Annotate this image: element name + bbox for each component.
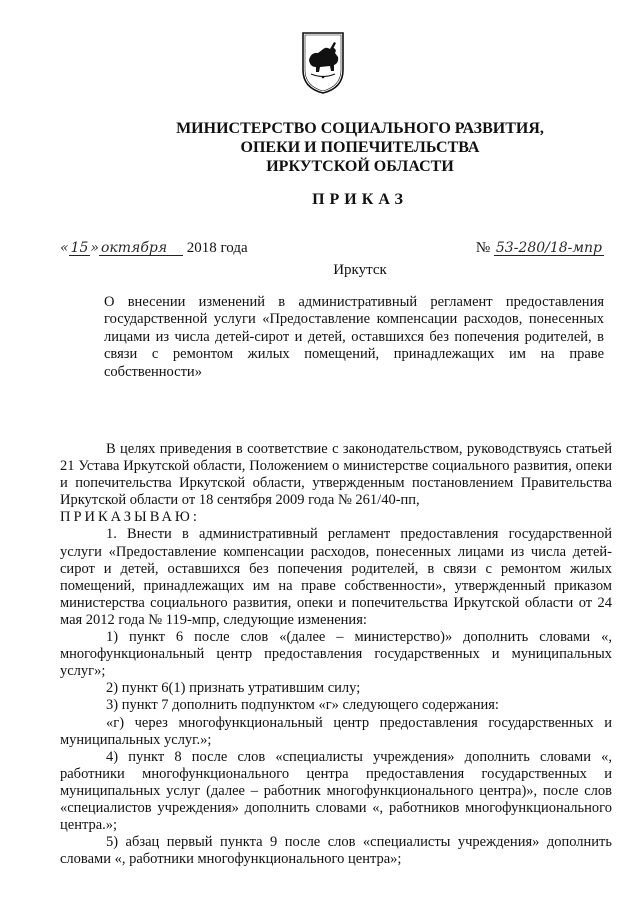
coat-of-arms-emblem (300, 30, 346, 96)
preamble-paragraph: В целях приведения в соответствие с законодательством, руководствуясь статьей 21 Устава Иркутской области, Положением о министерстве социального развития, опеки и попечительства Иркутской области, утвержденным постановлением Правительства Иркутской области от 18 сентября 2009 года № 261/40-пп, (60, 441, 612, 509)
body-paragraph: 1. Внести в административный регламент предоставления государственной услуги «Предоставление компенсации расходов, понесенных лицами из числа детей-сирот и детей, оставшихся без попечения родителей, в связи с ремонтом жилых помещений, принадлежащих им на праве собственности», утвержденный приказом министерства социального развития, опеки и попечительства Иркутской области от 24 мая 2012 года № 119-мпр, следующие изменения: (60, 526, 612, 628)
body-paragraph: 5) абзац первый пункта 9 после слов «специалисты учреждения» дополнить словами «, работники многофункционального центра»; (60, 834, 612, 868)
body-paragraph: «г) через многофункциональный центр предоставления государственных и муниципальных услуг.»; (60, 714, 612, 748)
number-value: 53-280/18-мпр (495, 240, 602, 256)
document-date (60, 240, 248, 257)
ministry-line: ИРКУТСКОЙ ОБЛАСТИ (266, 158, 454, 175)
date-day: 15 (70, 240, 89, 256)
body-paragraph: 4) пункт 8 после слов «специалисты учреждения» дополнить словами «, работники многофункционального центра предоставления государственных и муниципальных услуг (далее – работник многофункционального центра)», после слов «специалистов учреждения» дополнить словами «, работников многофункционального центра.»; (60, 748, 612, 834)
date-open-quote: « (60, 240, 69, 256)
document-body (60, 441, 612, 868)
document-type-title: ПРИКАЗ (312, 191, 408, 208)
date-close-quote: » (90, 240, 99, 256)
body-paragraph: 1) пункт 6 после слов «(далее – министерство)» дополнить словами «, многофункциональный центр предоставления государственных и муниципальных услуг»; (60, 629, 612, 680)
document-subject: О внесении изменений в административный регламент предоставления государственной услуги «Предоставление компенсации расходов, понесенных лицами из числа детей-сирот и детей, оставшихся без попечения родителей, в связи с ремонтом жилых помещений, принадлежащих им на праве собственности» (104, 294, 604, 380)
date-year: 2018 года (186, 240, 248, 256)
ministry-line: ОПЕКИ И ПОПЕЧИТЕЛЬСТВА (240, 139, 480, 156)
number-sign: № (475, 240, 491, 256)
order-word: ПРИКАЗЫВАЮ: (60, 509, 200, 526)
body-paragraph: 3) пункт 7 дополнить подпунктом «г» следующего содержания: (106, 697, 499, 714)
date-month: октября (99, 241, 183, 256)
ministry-line: МИНИСТЕРСТВО СОЦИАЛЬНОГО РАЗВИТИЯ, (176, 120, 544, 137)
ministry-header (90, 119, 630, 176)
city-name: Иркутск (333, 262, 387, 278)
document-number (476, 240, 604, 257)
body-paragraph: 2) пункт 6(1) признать утратившим силу; (106, 680, 361, 697)
